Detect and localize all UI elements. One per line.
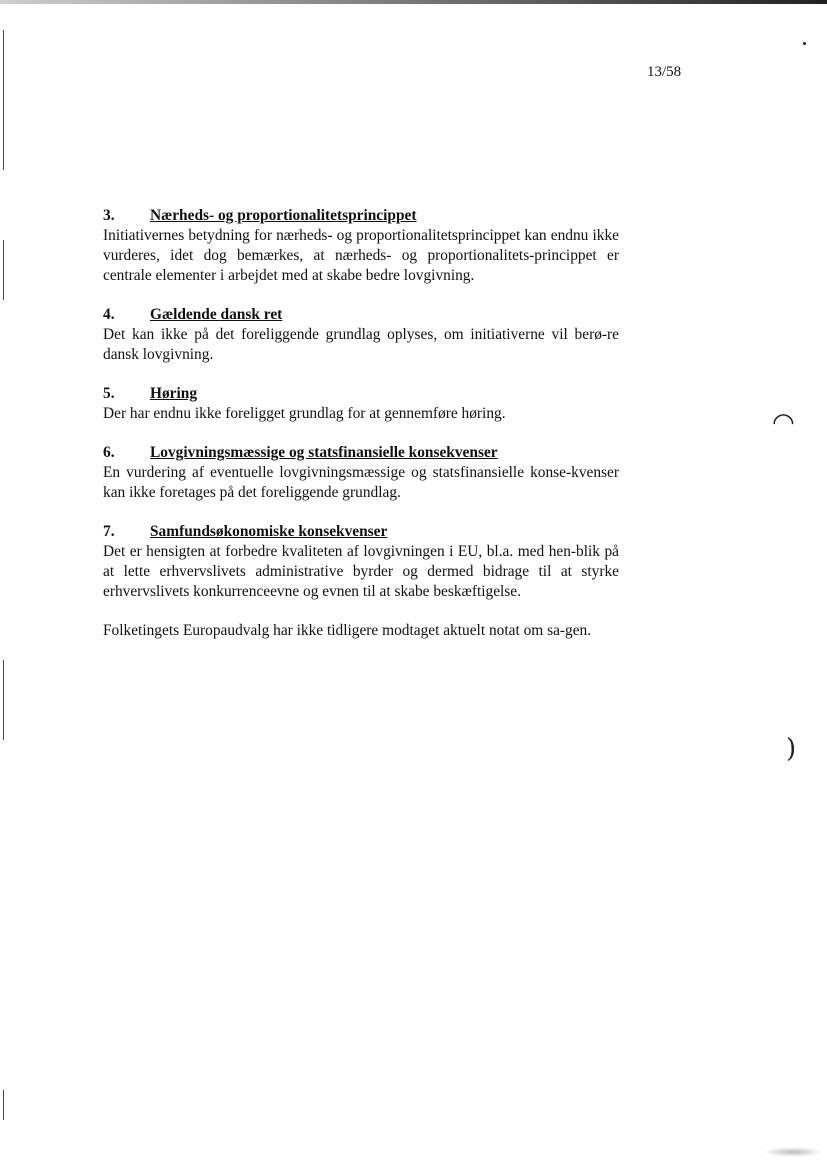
scan-left-mark bbox=[3, 660, 4, 740]
scan-left-mark bbox=[3, 30, 4, 170]
section-number: 5. bbox=[103, 385, 115, 402]
section-title: Gældende dansk ret bbox=[150, 306, 283, 323]
document-body bbox=[103, 206, 619, 660]
section-title: Høring bbox=[150, 385, 198, 402]
section-heading bbox=[103, 384, 619, 404]
section-title: Samfundsøkonomiske konsekvenser bbox=[150, 523, 388, 540]
scan-top-edge bbox=[0, 0, 827, 4]
section-number: 3. bbox=[103, 207, 115, 224]
section-body: Det kan ikke på det foreliggende grundlag oplyses, om initiativerne vil berø-re dansk lovgivning. bbox=[103, 326, 619, 363]
section-number: 6. bbox=[103, 444, 115, 461]
section-title: Nærheds- og proportionalitetsprincippet bbox=[150, 207, 417, 224]
section-number: 4. bbox=[103, 306, 115, 323]
section-body: En vurdering af eventuelle lovgivningsmæssige og statsfinansielle konse-kvenser kan ikke foretages på det foreliggende grundlag. bbox=[103, 464, 619, 501]
section-hoering bbox=[103, 384, 619, 424]
scan-smudge bbox=[763, 1147, 823, 1157]
section-naerhed bbox=[103, 206, 619, 286]
section-heading bbox=[103, 305, 619, 325]
section-number: 7. bbox=[103, 523, 115, 540]
section-heading bbox=[103, 522, 619, 542]
scan-left-mark bbox=[3, 1090, 4, 1120]
section-gaeldende-ret bbox=[103, 305, 619, 365]
section-body: Der har endnu ikke foreligget grundlag for at gennemføre høring. bbox=[103, 405, 506, 422]
section-title: Lovgivningsmæssige og statsfinansielle konsekvenser bbox=[150, 444, 498, 461]
section-body: Det er hensigten at forbedre kvaliteten af lovgivningen i EU, bl.a. med hen-blik på at lette erhvervslivets administrative byrder og dermed bidrage til at styrke erhvervslivets konkurrenceevne og evnen til at skabe beskæftigelse. bbox=[103, 543, 619, 600]
page-number: 13/58 bbox=[647, 64, 682, 80]
closing-text: Folketingets Europaudvalg har ikke tidligere modtaget aktuelt notat om sa-gen. bbox=[103, 622, 592, 639]
closing-paragraph bbox=[103, 621, 619, 641]
section-konsekvenser bbox=[103, 443, 619, 503]
section-heading bbox=[103, 443, 619, 463]
hole-punch-mark: ) bbox=[786, 734, 797, 764]
scan-left-mark bbox=[3, 240, 4, 300]
section-samfundsoekonomi bbox=[103, 522, 619, 602]
hole-punch-mark: ◠ bbox=[772, 408, 795, 438]
section-heading bbox=[103, 206, 619, 226]
scan-dot bbox=[803, 42, 806, 45]
section-body: Initiativernes betydning for nærheds- og proportionalitetsprincippet kan endnu ikke vurderes, idet dog bemærkes, at nærheds- og proportionalitets-princippet er centrale elementer i arbejdet med at skabe bedre lovgivning. bbox=[103, 227, 619, 284]
